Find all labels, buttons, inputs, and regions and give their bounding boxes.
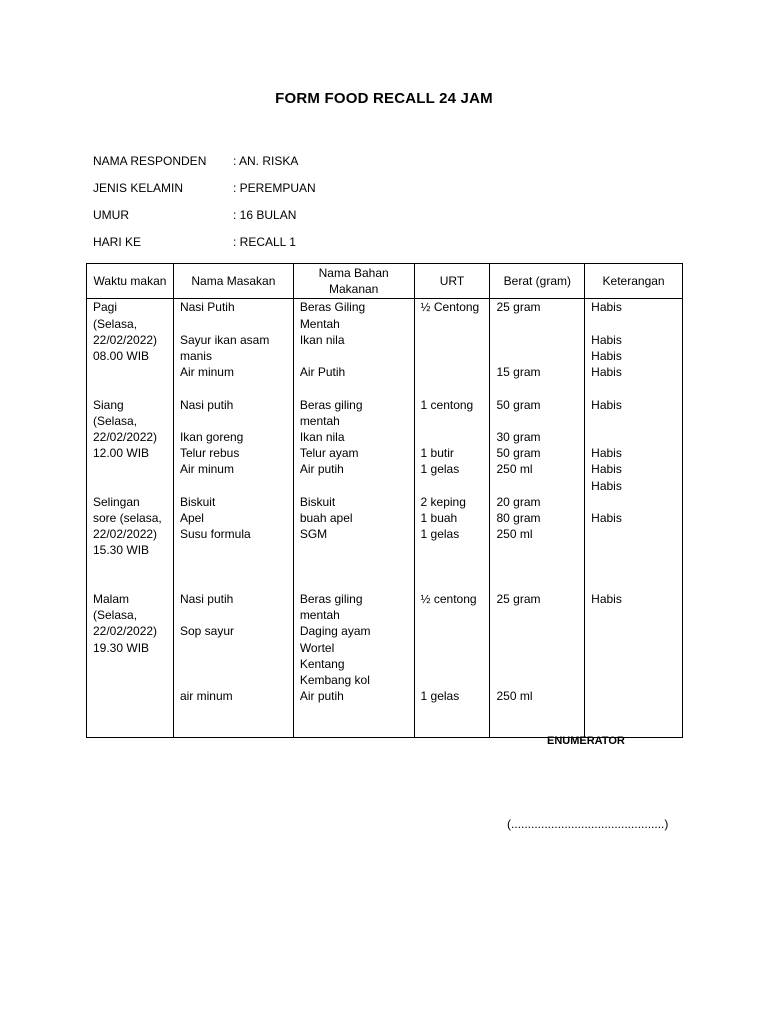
cell-text — [300, 575, 408, 591]
cell-text — [591, 640, 676, 656]
cell-text: Ikan goreng — [179, 429, 244, 444]
cell-text — [180, 672, 287, 688]
cell-text: 1 gelas — [420, 527, 460, 542]
cell-text — [300, 380, 408, 396]
cell-text — [421, 364, 484, 380]
cell-text: 1 gelas — [420, 689, 460, 704]
cell-text — [180, 542, 287, 558]
cell-text — [421, 575, 484, 591]
cell-text: Habis — [591, 300, 622, 315]
cell-text — [496, 640, 578, 656]
cell-text — [421, 332, 484, 348]
form-title: FORM FOOD RECALL 24 JAM — [275, 90, 493, 107]
cell-text: Beras giling — [299, 591, 363, 606]
cell-text: Habis — [591, 462, 622, 477]
header-keterangan: Keterangan — [585, 264, 683, 299]
cell-text — [93, 721, 167, 737]
cell-text: Air minum — [179, 462, 234, 477]
cell-text — [180, 413, 287, 429]
cell-text: Nasi putih — [179, 397, 234, 412]
col-berat — [490, 299, 585, 737]
info-row-name — [93, 154, 316, 181]
cell-text — [496, 380, 578, 396]
cell-text: 25 gram — [496, 300, 541, 315]
info-value: : RECALL 1 — [233, 235, 296, 249]
cell-text — [93, 461, 167, 477]
cell-text — [591, 623, 676, 639]
cell-text: Kentang — [299, 656, 345, 671]
cell-text — [496, 413, 578, 429]
cell-text — [496, 316, 578, 332]
cell-text — [421, 316, 484, 332]
cell-text: Habis — [591, 510, 622, 525]
header-urt: URT — [414, 264, 490, 299]
cell-text: 08.00 WIB — [93, 349, 150, 364]
cell-text — [421, 348, 484, 364]
cell-text: Habis — [591, 446, 622, 461]
cell-text — [496, 623, 578, 639]
cell-text — [591, 559, 676, 575]
cell-text — [421, 656, 484, 672]
cell-text: 25 gram — [496, 591, 541, 606]
cell-text: 250 ml — [496, 689, 533, 704]
cell-text: ½ centong — [420, 591, 477, 606]
signature-line: (..............................................) — [507, 817, 669, 831]
cell-text — [300, 348, 408, 364]
table-row — [87, 299, 683, 737]
cell-text — [421, 380, 484, 396]
cell-text: Air putih — [299, 689, 344, 704]
cell-text: sore (selasa, — [93, 510, 162, 525]
cell-text: Wortel — [299, 640, 335, 655]
info-label: JENIS KELAMIN — [93, 181, 184, 195]
cell-text — [496, 348, 578, 364]
cell-text: 15.30 WIB — [93, 543, 150, 558]
cell-text — [421, 639, 484, 655]
cell-text: 50 gram — [496, 446, 541, 461]
respondent-info — [93, 154, 316, 262]
cell-text — [93, 704, 167, 720]
cell-text — [591, 413, 676, 429]
cell-text — [93, 559, 167, 575]
cell-text — [591, 656, 676, 672]
cell-text — [180, 380, 287, 396]
cell-text — [300, 542, 408, 558]
cell-text — [93, 688, 167, 704]
cell-text: Habis — [591, 349, 622, 363]
cell-text — [300, 478, 408, 494]
col-urt — [414, 299, 490, 737]
cell-text — [421, 704, 484, 720]
cell-text: Ikan nila — [299, 430, 345, 444]
cell-text: Habis — [591, 478, 622, 493]
header-berat: Berat (gram) — [490, 264, 585, 299]
cell-text: air minum — [179, 689, 233, 704]
cell-text: 20 gram — [496, 494, 541, 509]
cell-text — [300, 559, 408, 575]
cell-text — [93, 380, 167, 396]
info-row-gender — [93, 181, 316, 208]
header-nama-masakan: Nama Masakan — [173, 264, 293, 299]
cell-text: 22/02/2022) — [93, 527, 158, 542]
cell-text — [421, 672, 484, 688]
cell-text: 1 butir — [420, 446, 454, 461]
cell-text — [180, 575, 287, 591]
cell-text — [421, 607, 484, 623]
enumerator-label: ENUMERATOR — [547, 735, 625, 747]
cell-text: Telur ayam — [299, 446, 359, 461]
info-label: UMUR — [93, 208, 129, 222]
cell-text — [496, 542, 578, 558]
cell-text: manis — [179, 349, 212, 363]
cell-text — [300, 704, 408, 720]
header-waktu-makan: Waktu makan — [87, 264, 174, 299]
cell-text: Sop sayur — [179, 624, 234, 639]
info-value: : 16 BULAN — [233, 208, 297, 222]
cell-text — [93, 672, 167, 688]
cell-text: ½ Centong — [420, 300, 480, 315]
info-row-age — [93, 208, 316, 235]
info-value: : AN. RISKA — [233, 154, 299, 168]
cell-text — [180, 656, 287, 672]
cell-text: Air putih — [299, 462, 344, 477]
cell-text: mentah — [299, 413, 340, 428]
cell-text: 250 ml — [496, 527, 533, 542]
cell-text — [496, 332, 578, 348]
cell-text — [421, 542, 484, 558]
cell-text: Siang — [93, 397, 124, 412]
info-value: : PEREMPUAN — [233, 181, 316, 195]
cell-text: 30 gram — [496, 429, 541, 444]
cell-text: Selingan — [93, 494, 140, 509]
cell-text — [421, 413, 484, 429]
cell-text: 15 gram — [496, 365, 541, 380]
cell-text — [180, 559, 287, 575]
cell-text: Habis — [591, 591, 622, 606]
cell-text: Sayur ikan asam — [179, 332, 270, 347]
cell-text: 1 buah — [420, 510, 458, 525]
cell-text — [496, 672, 578, 688]
cell-text — [591, 688, 676, 704]
cell-text — [591, 575, 676, 591]
cell-text — [300, 721, 408, 737]
cell-text — [591, 672, 676, 688]
cell-text: Beras giling — [299, 397, 363, 412]
cell-text: 12.00 WIB — [93, 446, 150, 461]
info-label: NAMA RESPONDEN — [93, 154, 207, 168]
cell-text: Beras Giling — [299, 300, 366, 315]
cell-text — [496, 478, 578, 494]
cell-text: 19.30 WIB — [93, 640, 150, 655]
cell-text — [496, 575, 578, 591]
cell-text: Nasi putih — [179, 591, 234, 606]
cell-text — [93, 364, 167, 380]
cell-text — [591, 542, 676, 558]
header-nama-bahan: Nama Bahan Makanan — [293, 264, 414, 299]
cell-text: 50 gram — [496, 397, 541, 412]
cell-text: Ikan nila — [299, 332, 345, 347]
food-recall-table — [86, 263, 683, 738]
cell-text: 22/02/2022) — [93, 430, 158, 444]
cell-text: Apel — [179, 510, 204, 525]
cell-text — [591, 704, 676, 720]
cell-text: 80 gram — [496, 510, 541, 525]
cell-text — [421, 478, 484, 494]
cell-text: Air Putih — [299, 365, 346, 380]
cell-text — [496, 559, 578, 575]
col-keterangan — [585, 299, 683, 737]
cell-text: Mentah — [299, 316, 340, 331]
cell-text — [591, 607, 676, 623]
cell-text: Daging ayam — [299, 624, 371, 639]
cell-text: Air minum — [179, 365, 234, 380]
cell-text: 1 centong — [420, 397, 474, 412]
cell-text — [591, 526, 676, 542]
cell-text: Telur rebus — [179, 446, 240, 461]
cell-text: Biskuit — [299, 494, 336, 509]
cell-text — [496, 704, 578, 720]
col-waktu-makan — [87, 299, 174, 737]
cell-text: (Selasa, — [93, 413, 138, 428]
info-row-day — [93, 235, 316, 262]
col-nama-bahan — [293, 299, 414, 737]
cell-text — [93, 575, 167, 591]
cell-text — [591, 380, 676, 396]
col-nama-masakan — [173, 299, 293, 737]
cell-text — [421, 720, 484, 736]
cell-text — [421, 429, 484, 445]
cell-text: Habis — [591, 332, 622, 347]
cell-text: 2 keping — [420, 494, 466, 509]
cell-text — [93, 656, 167, 672]
cell-text — [180, 607, 287, 623]
cell-text — [180, 478, 287, 494]
cell-text: (Selasa, — [93, 316, 138, 331]
cell-text — [496, 656, 578, 672]
cell-text — [496, 607, 578, 623]
cell-text — [421, 559, 484, 575]
cell-text — [591, 494, 676, 510]
cell-text — [421, 623, 484, 639]
cell-text: Susu formula — [179, 527, 251, 542]
cell-text: SGM — [299, 527, 328, 542]
cell-text — [180, 640, 287, 656]
cell-text: Biskuit — [179, 494, 216, 509]
info-label: HARI KE — [93, 235, 142, 249]
cell-text: 1 gelas — [420, 462, 460, 477]
cell-text: Kembang kol — [299, 672, 370, 687]
cell-text — [591, 316, 676, 332]
cell-text: Pagi — [93, 300, 118, 315]
cell-text: Habis — [591, 365, 622, 380]
cell-text: buah apel — [299, 511, 353, 525]
table-header-row — [87, 264, 683, 299]
cell-text — [93, 478, 167, 494]
cell-text: 22/02/2022) — [93, 624, 158, 639]
cell-text — [180, 721, 287, 737]
cell-text: 250 ml — [496, 462, 533, 477]
cell-text: 22/02/2022) — [93, 332, 158, 347]
cell-text: Nasi Putih — [179, 300, 235, 315]
cell-text: Malam — [93, 591, 130, 606]
cell-text — [180, 316, 287, 332]
cell-text — [180, 704, 287, 720]
cell-text: Habis — [591, 397, 622, 412]
cell-text: (Selasa, — [93, 608, 138, 623]
cell-text — [591, 429, 676, 445]
cell-text: mentah — [299, 608, 340, 623]
